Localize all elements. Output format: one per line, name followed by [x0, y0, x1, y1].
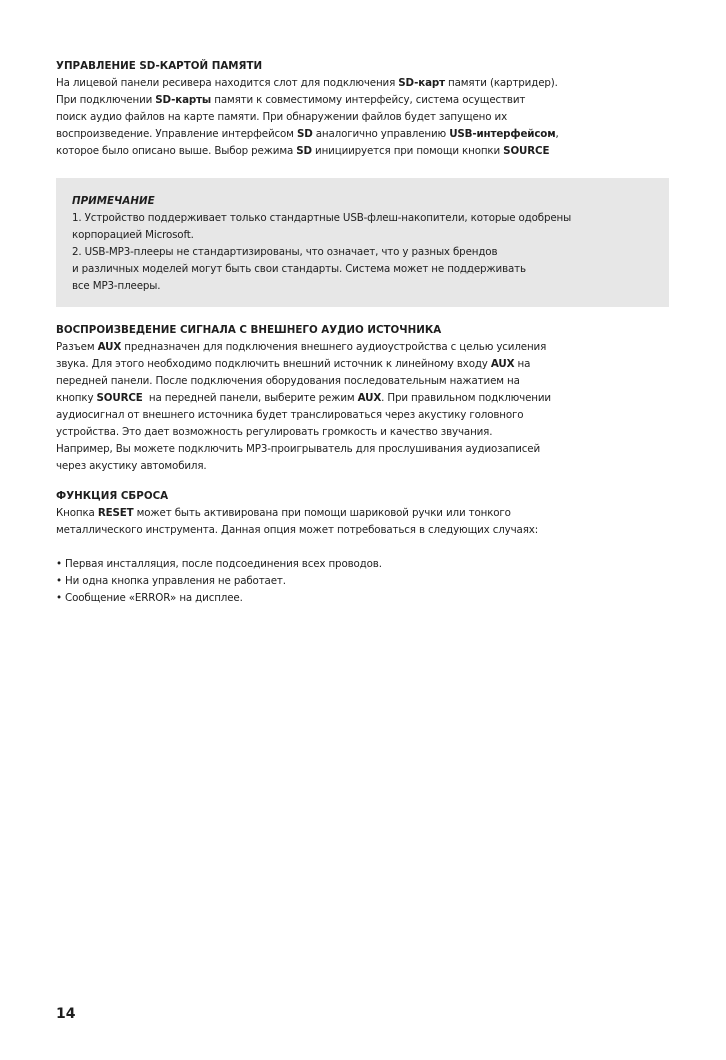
aux-line-5: аудиосигнал от внешнего источника будет транслироваться через акустику головного — [56, 409, 524, 421]
sd-line-4: воспроизведение. Управление интерфейсом SD аналогично управлению USB-интерфейсом, — [56, 128, 559, 140]
reset-heading: ФУНКЦИЯ СБРОСА — [56, 490, 169, 502]
list-item: • Ни одна кнопка управления не работает. — [56, 575, 286, 587]
aux-line-8: через акустику автомобиля. — [56, 460, 207, 472]
list-item: • Первая инсталляция, после подсоединения всех проводов. — [56, 558, 382, 570]
note-title: ПРИМЕЧАНИЕ — [72, 195, 155, 207]
reset-cases-list — [56, 556, 382, 607]
reset-section — [56, 488, 538, 539]
note-line-4: и различных моделей могут быть свои стандарты. Система может не поддерживать — [72, 263, 526, 275]
sd-line-2: При подключении SD-карты памяти к совместимому интерфейсу, система осуществит — [56, 94, 526, 106]
aux-line-2: звука. Для этого необходимо подключить внешний источник к линейному входу AUX на — [56, 358, 531, 370]
sd-line-5: которое было описано выше. Выбор режима SD инициируется при помощи кнопки SOURCE — [56, 145, 550, 157]
aux-heading: ВОСПРОИЗВЕДЕНИЕ СИГНАЛА С ВНЕШНЕГО АУДИО ИСТОЧНИКА — [56, 324, 442, 336]
aux-line-6: устройства. Это дает возможность регулировать громкость и качество звучания. — [56, 426, 493, 438]
note-line-1: 1. Устройство поддерживает только стандартные USB-флеш-накопители, которые одобрены — [72, 212, 572, 224]
sd-card-heading: УПРАВЛЕНИЕ SD-КАРТОЙ ПАМЯТИ — [56, 60, 263, 72]
aux-section — [56, 322, 551, 475]
aux-line-1: Разъем AUX предназначен для подключения внешнего аудиоустройства с целью усиления — [56, 341, 547, 353]
sd-line-1: На лицевой панели ресивера находится слот для подключения SD-карт памяти (картридер). — [56, 77, 558, 89]
note-box — [56, 178, 669, 307]
note-line-2: корпорацией Microsoft. — [72, 229, 194, 241]
note-line-3: 2. USB-MP3-плееры не стандартизированы, что означает, что у разных брендов — [72, 246, 498, 258]
sd-card-section — [56, 58, 559, 160]
list-item: • Сообщение «ERROR» на дисплее. — [56, 592, 243, 604]
page-number: 14 — [56, 1006, 76, 1022]
note-line-5: все MP3-плееры. — [72, 280, 161, 292]
reset-line-2: металлического инструмента. Данная опция может потребоваться в следующих случаях: — [56, 524, 539, 536]
aux-line-7: Например, Вы можете подключить MP3-проигрыватель для прослушивания аудиозаписей — [56, 443, 541, 455]
reset-line-1: Кнопка RESET может быть активирована при помощи шариковой ручки или тонкого — [56, 507, 511, 519]
aux-line-4: кнопку SOURCE на передней панели, выберите режим AUX. При правильном подключении — [56, 392, 551, 404]
sd-line-3: поиск аудио файлов на карте памяти. При обнаружении файлов будет запущено их — [56, 111, 508, 123]
aux-line-3: передней панели. После подключения оборудования последовательным нажатием на — [56, 375, 520, 387]
